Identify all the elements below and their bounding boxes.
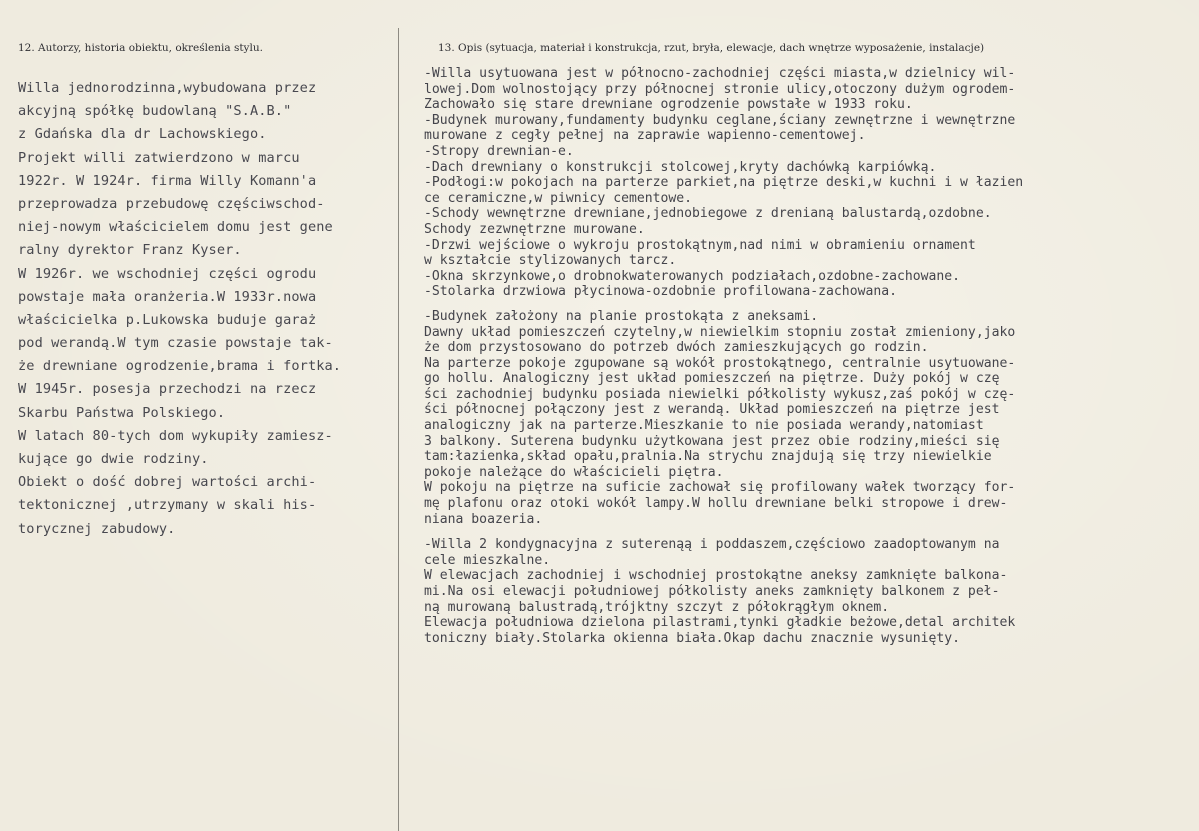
text-line: -Budynek założony na planie prostokąta z aneksami. xyxy=(424,308,819,324)
text-line: pokoje należące do właścicieli piętra. xyxy=(424,464,724,480)
description-text xyxy=(424,66,1194,646)
text-line: ralny dyrektor Franz Kyser. xyxy=(18,242,242,259)
text-line: -Stropy drewnian-e. xyxy=(424,143,574,159)
text-line: analogiczny jak na parterze.Mieszkanie to nie posiada werandy,natomiast xyxy=(424,418,984,434)
text-line: Willa jednorodzinna,wybudowana przez xyxy=(18,80,317,96)
text-line: właścicielka p.Lukowska buduje garaż xyxy=(18,311,317,328)
text-line: Zachowało się stare drewniane ogrodzenie powstałe w 1933 roku. xyxy=(424,97,913,113)
text-line: niana boazeria. xyxy=(424,511,543,527)
text-line: -Drzwi wejściowe o wykroju prostokątnym,nad nimi w obramieniu ornament xyxy=(424,237,976,253)
text-line: ce ceramiczne,w piwnicy cementowe. xyxy=(424,190,693,206)
description-block-layout xyxy=(424,309,1194,527)
text-line: torycznej zabudowy. xyxy=(18,520,176,537)
block-spacer xyxy=(424,527,1194,537)
text-line: Na parterze pokoje zgupowane są wokół prostokątnego, centralnie usytuowane- xyxy=(424,355,1016,371)
text-line: cele mieszkalne. xyxy=(424,552,551,568)
text-line: przeprowadza przebudowę częściwschod- xyxy=(18,195,325,212)
text-line: -Budynek murowany,fundamenty budynku ceglane,ściany zewnętrzne i wewnętrzne xyxy=(424,112,1016,128)
text-line: Schody zezwnętrzne murowane. xyxy=(424,221,645,237)
history-text xyxy=(18,77,396,541)
text-line: ści zachodniej budynku posiada niewielki półkolisty wykusz,zaś pokój w czę- xyxy=(424,386,1016,402)
text-line: -Willa 2 kondygnacyjna z suterenąą i poddaszem,częściowo zaadoptowanym na xyxy=(424,537,1000,553)
text-line: że drewniane ogrodzenie,brama i fortka. xyxy=(18,358,342,375)
text-line: W 1945r. posesja przechodzi na rzecz xyxy=(18,381,317,398)
text-line: że dom przystosowano do potrzeb dwóch zamieszkujących go rodzin. xyxy=(424,340,929,356)
text-line: Obiekt o dość dobrej wartości archi- xyxy=(18,474,317,491)
text-line: go hollu. Analogiczny jest układ pomieszczeń na piętrze. Duży pokój w czę xyxy=(424,371,1000,387)
text-line: -Podłogi:w pokojach na parterze parkiet,na piętrze deski,w kuchni i w łazien xyxy=(424,175,1024,191)
description-block-materials xyxy=(424,66,1194,300)
text-line: ści północnej połączony jest z werandą. Układ pomieszczeń na piętrze jest xyxy=(424,402,1000,418)
text-line: -Stolarka drzwiowa płycinowa-ozdobnie profilowana-zachowana. xyxy=(424,284,897,300)
text-line: W pokoju na piętrze na suficie zachował się profilowany wałek tworzący for- xyxy=(424,480,1016,496)
text-line: 3 balkony. Suterena budynku użytkowana jest przez obie rodziny,mieści się xyxy=(424,433,1000,449)
header-section-12: 12. Autorzy, historia obiektu, określenia stylu. xyxy=(18,42,263,54)
text-line: z Gdańska dla dr Lachowskiego. xyxy=(18,126,267,143)
text-line: Dawny układ pomieszczeń czytelny,w niewielkim stopniu został zmieniony,jako xyxy=(424,324,1016,340)
header-section-13: 13. Opis (sytuacja, materiał i konstrukcja, rzut, bryła, elewacje, dach wnętrze wyposażenie, instalacje) xyxy=(438,42,985,54)
text-line: W 1926r. we wschodniej części ogrodu xyxy=(18,265,317,282)
text-line: -Dach drewniany o konstrukcji stolcowej,kryty dachówką karpiówką. xyxy=(424,159,937,175)
text-line: w kształcie stylizowanych tarcz. xyxy=(424,253,677,269)
text-line: ną murowaną balustradą,trójktny szczyt z półokrągłym oknem. xyxy=(424,599,890,615)
text-line: tam:łazienka,skład opału,pralnia.Na strychu znajdują się trzy niewielkie xyxy=(424,449,992,465)
text-line: lowej.Dom wolnostojący przy północnej stronie ulicy,otoczony dużym ogrodem- xyxy=(424,81,1016,97)
text-line: -Okna skrzynkowe,o drobnokwaterowanych podziałach,ozdobne-zachowane. xyxy=(424,268,961,284)
column-divider xyxy=(398,28,399,831)
text-line: -Willa usytuowana jest w północno-zachodniej części miasta,w dzielnicy wil- xyxy=(424,66,1016,81)
text-line: -Schody wewnętrzne drewniane,jednobiegowe z drenianą balustardą,ozdobne. xyxy=(424,206,992,222)
text-line: powstaje mała oranżeria.W 1933r.nowa xyxy=(18,288,317,305)
text-line: Skarbu Państwa Polskiego. xyxy=(18,404,226,421)
text-line: W elewacjach zachodniej i wschodniej prostokątne aneksy zamknięte balkona- xyxy=(424,568,1008,584)
text-line: Elewacja południowa dzielona pilastrami,tynki gładkie beżowe,detal architek xyxy=(424,615,1016,631)
description-block-elevations xyxy=(424,537,1194,646)
text-line: 1922r. W 1924r. firma Willy Komann'a xyxy=(18,172,317,189)
text-line: murowane z cegły pełnej na zaprawie wapienno-cementowej. xyxy=(424,128,866,144)
text-line: Projekt willi zatwierdzono w marcu xyxy=(18,149,300,166)
text-line: W latach 80-tych dom wykupiły zamiesz- xyxy=(18,427,333,444)
text-line: akcyjną spółkę budowlaną "S.A.B." xyxy=(18,103,292,120)
text-line: kujące go dwie rodziny. xyxy=(18,451,209,467)
text-line: toniczny biały.Stolarka okienna biała.Okap dachu znacznie wysunięty. xyxy=(424,630,961,646)
text-line: mi.Na osi elewacji południowej półkolisty aneks zamknięty balkonem z peł- xyxy=(424,584,1000,599)
text-line: niej-nowym właścicielem domu jest gene xyxy=(18,219,333,236)
text-line: tektonicznej ,utrzymany w skali his- xyxy=(18,497,317,514)
block-spacer xyxy=(424,300,1194,309)
text-line: pod werandą.W tym czasie powstaje tak- xyxy=(18,335,333,352)
text-line: mę plafonu oraz otoki wokół lampy.W hollu drewniane belki stropowe i drew- xyxy=(424,496,1008,512)
